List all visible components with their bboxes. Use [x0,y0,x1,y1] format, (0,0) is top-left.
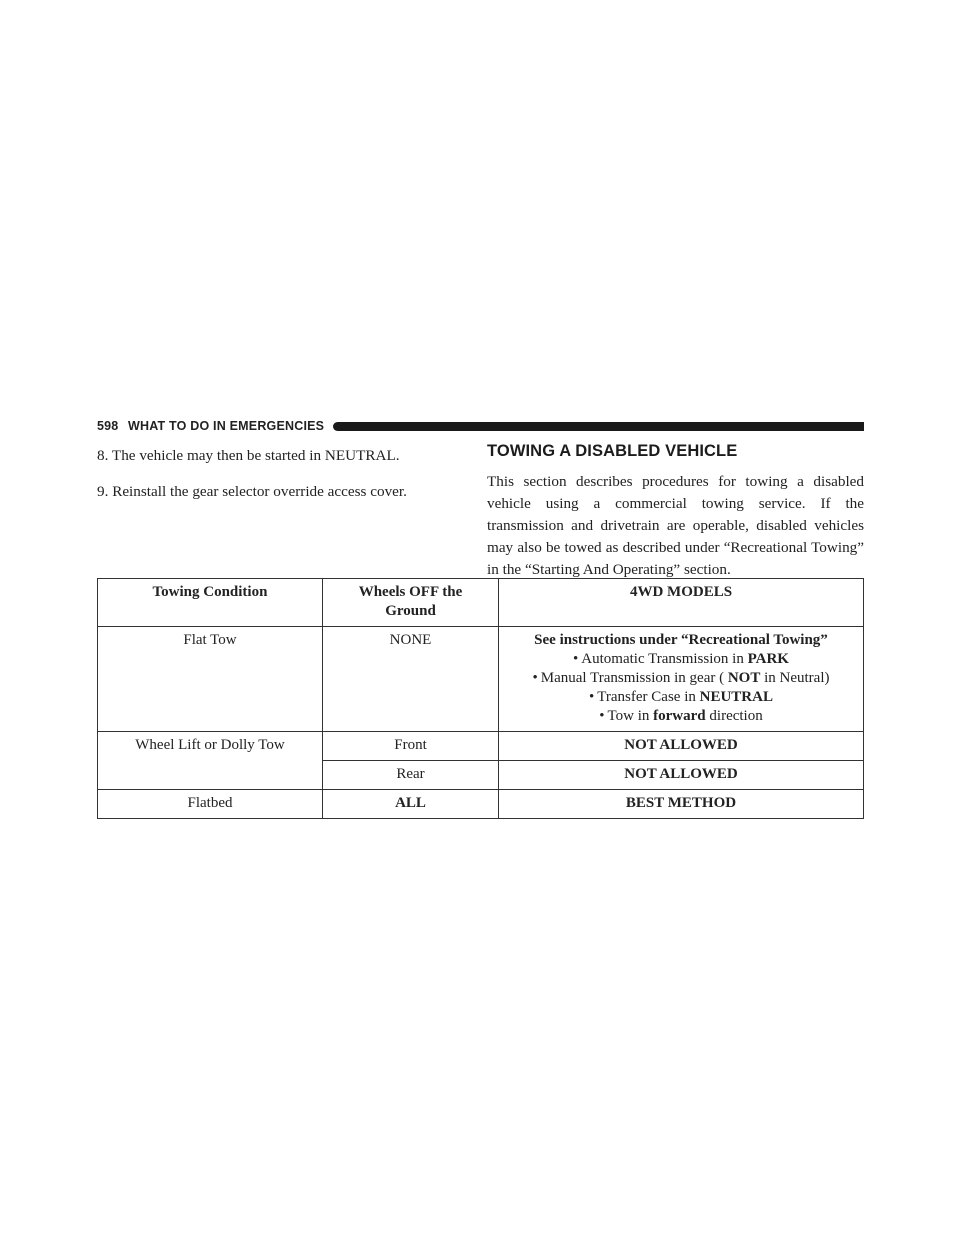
towing-table [97,578,864,819]
header-towing-condition: Towing Condition [98,579,323,627]
intro-paragraph: This section describes procedures for towing a disabled vehicle using a commercial towing service. If the transmission and drivetrain are operable, disabled vehicles may also be towed as described under “Recreational Towing” in the “Starting And Operating” section. [487,473,864,578]
step-8: 8. The vehicle may then be started in NEUTRAL. [97,447,400,464]
table-row [98,790,864,819]
cell-flatbed: Flatbed [98,790,323,819]
instructions-title: See instructions under “Recreational Towing” [534,632,828,648]
cell-wheel-lift-front: Front [323,732,499,761]
bullet-icon: • [589,689,595,705]
bullet-transfer-case: • Transfer Case in NEUTRAL [589,689,773,705]
header-wheels-off [323,579,499,627]
table-header-row [98,579,864,627]
cell-flatbed-wheels: ALL [323,790,499,819]
page-header [97,417,864,435]
left-column [97,445,452,517]
cell-wheel-lift-rear-value: NOT ALLOWED [499,761,864,790]
bullet-manual: • Manual Transmission in gear ( NOT in Neutral) [532,670,830,686]
table-row [98,627,864,732]
cell-flat-tow: Flat Tow [98,627,323,732]
cell-flatbed-value: BEST METHOD [499,790,864,819]
page-number: 598 [97,419,119,433]
header-4wd-models: 4WD MODELS [499,579,864,627]
cell-flat-tow-wheels: NONE [323,627,499,732]
header-wheels-line2: Ground [385,603,436,619]
bullet-icon: • [532,670,538,686]
cell-flat-tow-instructions [499,627,864,732]
cell-wheel-lift-front-value: NOT ALLOWED [499,732,864,761]
bullet-icon: • [599,708,605,724]
header-rule [333,422,864,431]
right-column [487,442,864,581]
bullet-tow-direction: • Tow in forward direction [599,708,763,724]
cell-wheel-lift: Wheel Lift or Dolly Tow [98,732,323,790]
section-heading: TOWING A DISABLED VEHICLE [487,442,738,460]
header-wheels-line1: Wheels OFF the [358,584,463,600]
section-title: WHAT TO DO IN EMERGENCIES [128,419,325,433]
table-row [98,732,864,761]
bullet-icon: • [573,651,579,667]
cell-wheel-lift-rear: Rear [323,761,499,790]
step-9: 9. Reinstall the gear selector override access cover. [97,483,407,500]
bullet-automatic: • Automatic Transmission in PARK [573,651,789,667]
